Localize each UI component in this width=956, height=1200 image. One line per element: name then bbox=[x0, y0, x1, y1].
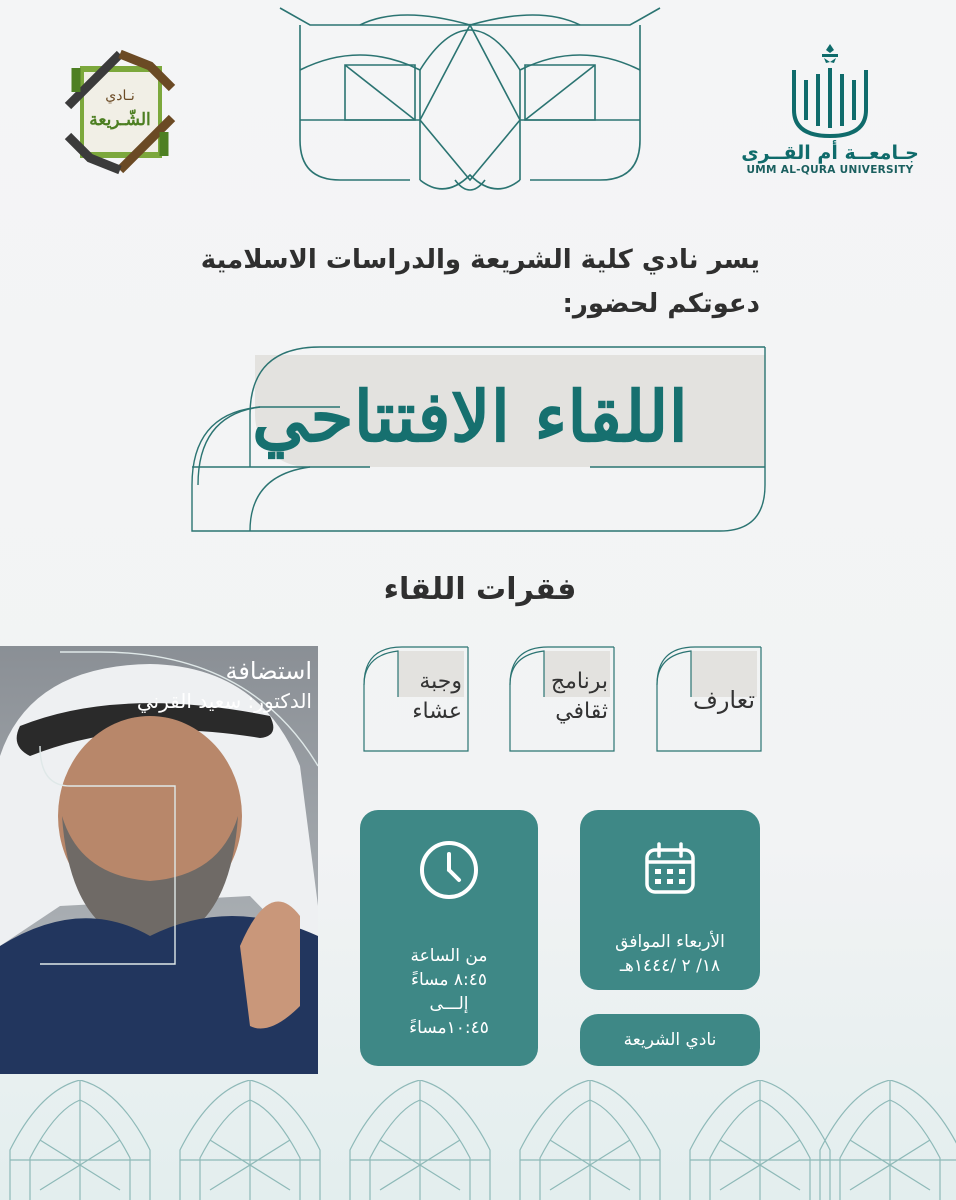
time-from-label: من الساعة bbox=[410, 946, 488, 966]
university-name-ar: جـامعــة أم القــرى bbox=[741, 142, 919, 164]
clock-icon bbox=[417, 838, 481, 902]
program-item-cultural bbox=[508, 645, 616, 753]
time-to-label: إلـــى bbox=[429, 994, 469, 1014]
club-logo-line2: الشّـريعة bbox=[89, 110, 151, 130]
program-item-dinner bbox=[362, 645, 470, 753]
club-logo bbox=[58, 46, 182, 178]
intro-line-2: دعوتكم لحضور: bbox=[562, 289, 760, 319]
guest-photo bbox=[0, 646, 318, 1074]
university-name-en: UMM AL-QURA UNIVERSITY bbox=[746, 164, 914, 176]
university-emblem-icon bbox=[788, 40, 872, 140]
time-start: ٨:٤٥ مساءً bbox=[411, 970, 487, 990]
place-card bbox=[580, 1014, 760, 1066]
section-heading: فقرات اللقاء bbox=[383, 572, 577, 607]
program-item-label: وجبة عشاء bbox=[412, 669, 462, 724]
program-item-label: برنامج ثقافي bbox=[550, 669, 608, 724]
top-ornament bbox=[270, 0, 670, 200]
university-logo bbox=[740, 40, 920, 190]
guest-caption bbox=[137, 656, 312, 716]
program-item-label: تعارف bbox=[692, 686, 755, 714]
program-item-introductions bbox=[655, 645, 763, 753]
intro-line-1: يسر نادي كلية الشريعة والدراسات الاسلامية bbox=[200, 245, 760, 275]
event-date: ١٨/ ٢ /١٤٤٤هـ bbox=[619, 956, 721, 976]
calendar-icon bbox=[641, 840, 699, 898]
event-title: اللقاء الافتتاحي bbox=[252, 375, 688, 458]
event-day: الأربعاء الموافق bbox=[615, 932, 725, 952]
club-logo-line1: نـادي bbox=[105, 88, 135, 104]
invitation-intro bbox=[160, 238, 760, 326]
date-card bbox=[580, 810, 760, 990]
bottom-ornament bbox=[0, 1080, 956, 1200]
place-label: نادي الشريعة bbox=[623, 1030, 717, 1050]
guest-title: استضافة bbox=[225, 657, 312, 685]
guest-name: الدكتور: سعيد القرني bbox=[136, 689, 312, 713]
time-end: ١٠:٤٥مساءً bbox=[409, 1018, 489, 1038]
time-card bbox=[360, 810, 538, 1066]
